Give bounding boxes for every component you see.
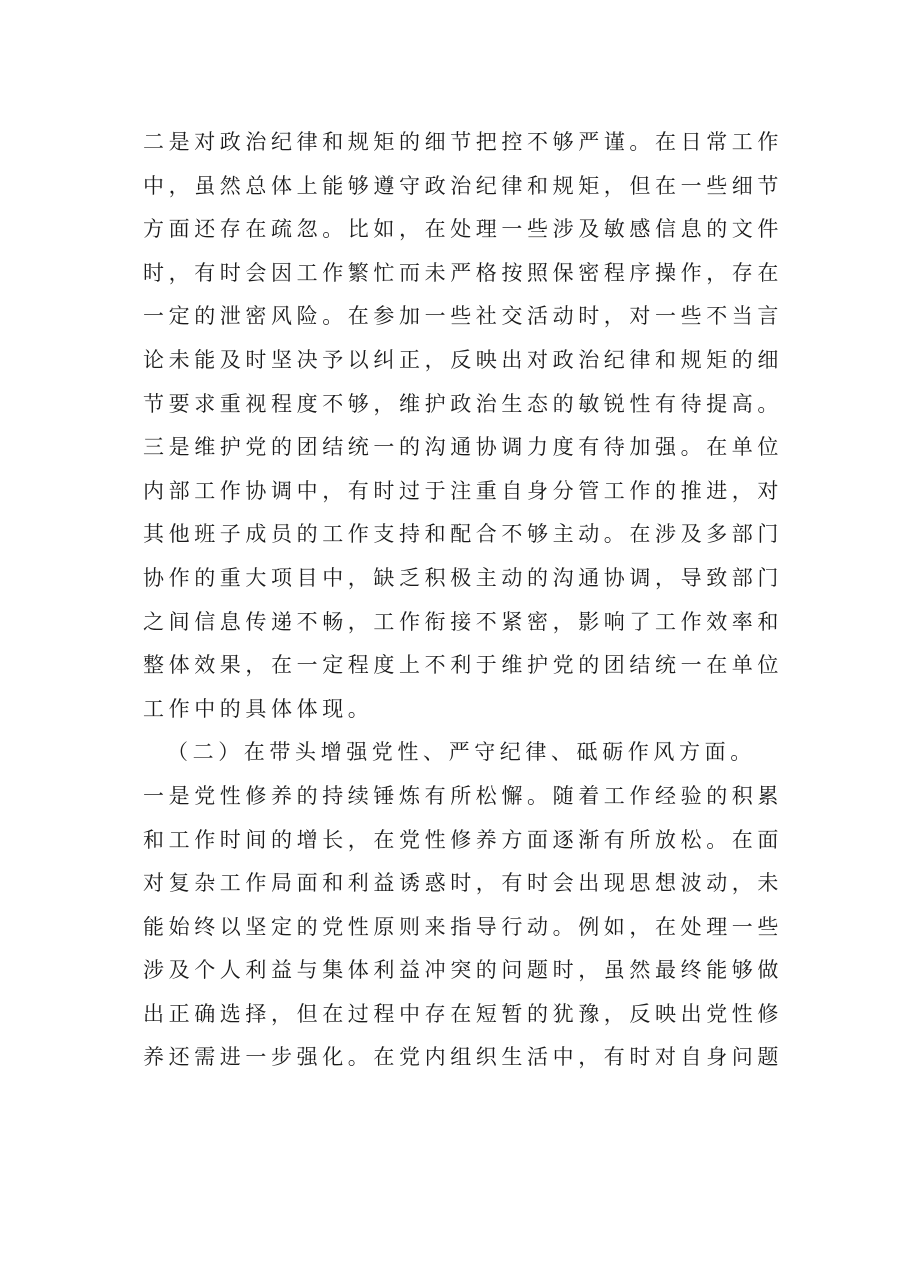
text-line: 能始终以坚定的党性原则来指导行动。例如，在处理一些 [143, 914, 783, 939]
text-line: 时，有时会因工作繁忙而未严格按照保密程序操作，存在 [143, 260, 783, 285]
text-line: 对复杂工作局面和利益诱惑时，有时会出现思想波动，未 [143, 871, 783, 896]
text-line: 内部工作协调中，有时过于注重自身分管工作的推进，对 [143, 478, 783, 503]
text-line: 其他班子成员的工作支持和配合不够主动。在涉及多部门 [143, 522, 783, 547]
document-body [143, 121, 783, 1080]
text-line: 二是对政治纪律和规矩的细节把控不够严谨。在日常工作 [143, 130, 783, 154]
text-line: 一是党性修养的持续锤炼有所松懈。随着工作经验的积累 [143, 783, 783, 808]
text-line: 和工作时间的增长，在党性修养方面逐渐有所放松。在面 [143, 827, 783, 852]
text-line: 三是维护党的团结统一的沟通协调力度有待加强。在单位 [143, 435, 783, 460]
text-line: 论未能及时坚决予以纠正，反映出对政治纪律和规矩的细 [143, 347, 783, 372]
text-line: 之间信息传递不畅，工作衔接不紧密，影响了工作效率和 [143, 609, 783, 634]
text-line: 工作中的具体体现。 [143, 696, 374, 721]
text-line: 一定的泄密风险。在参加一些社交活动时，对一些不当言 [143, 304, 783, 329]
text-line: 协作的重大项目中，缺乏积极主动的沟通协调，导致部门 [143, 565, 783, 590]
text-line: 养还需进一步强化。在党内组织生活中，有时对自身问题 [143, 1045, 783, 1070]
text-line: 整体效果，在一定程度上不利于维护党的团结统一在单位 [143, 653, 783, 678]
text-line: 方面还存在疏忽。比如，在处理一些涉及敏感信息的文件 [143, 217, 783, 242]
text-line: 涉及个人利益与集体利益冲突的问题时，虽然最终能够做 [143, 958, 783, 983]
section-heading: （二）在带头增强党性、严守纪律、砥砺作风方面。 [167, 740, 756, 765]
text-line: 出正确选择，但在过程中存在短暂的犹豫，反映出党性修 [143, 1001, 783, 1026]
text-line: 中，虽然总体上能够遵守政治纪律和规矩，但在一些细节 [143, 173, 783, 198]
text-line: 节要求重视程度不够，维护政治生态的敏锐性有待提高。 [143, 391, 783, 416]
